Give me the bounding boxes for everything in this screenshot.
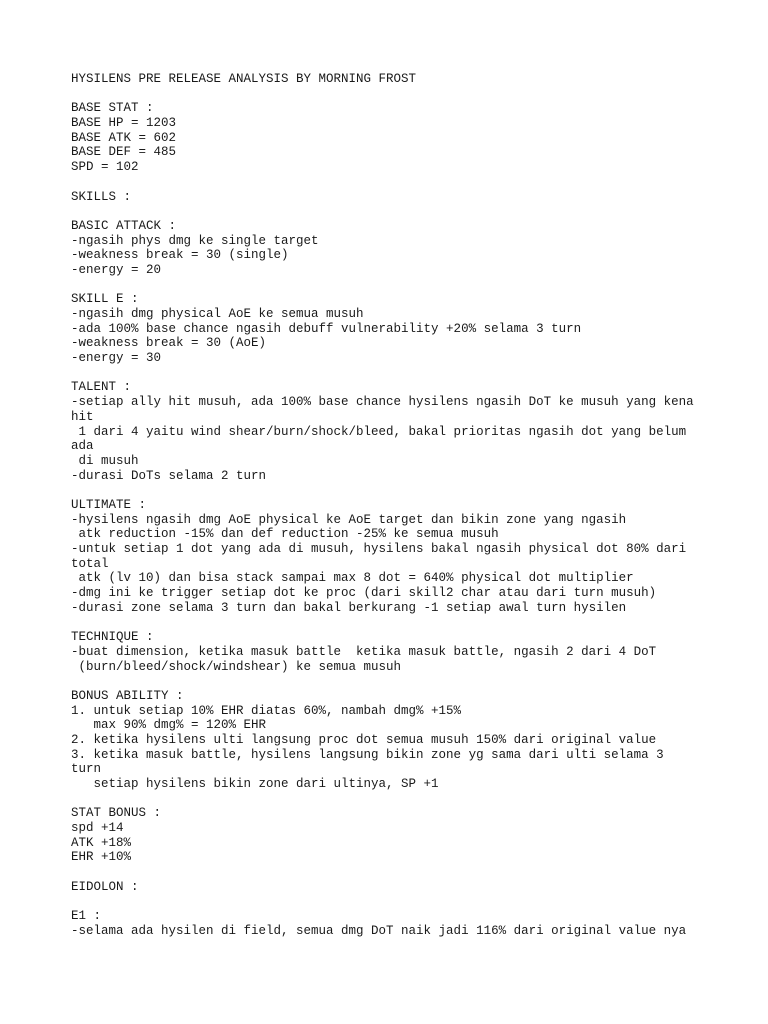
text-line (71, 366, 751, 381)
text-line: (burn/bleed/shock/windshear) ke semua musuh (71, 659, 402, 674)
text-line: -energy = 20 (71, 262, 162, 277)
text-line: HYSILENS PRE RELEASE ANALYSIS BY MORNING FROST (71, 72, 417, 86)
text-line: 2. ketika hysilens ulti langsung proc dot semua musuh 150% dari original value (71, 732, 657, 747)
text-line: -ada 100% base chance ngasih debuff vulnerability +20% selama 3 turn (71, 321, 582, 336)
text-line: -selama ada hysilen di field, semua dmg DoT naik jadi 116% dari original value nya (71, 923, 687, 938)
text-line: BASE STAT : (71, 101, 154, 116)
text-line: BASE ATK = 602 (71, 130, 177, 145)
text-line (71, 615, 751, 630)
text-line: ULTIMATE : (71, 497, 147, 512)
text-line (71, 674, 751, 689)
text-line (71, 792, 751, 807)
text-line: -weakness break = 30 (AoE) (71, 336, 267, 351)
text-line: -durasi DoTs selama 2 turn (71, 468, 267, 483)
text-line (71, 175, 751, 190)
text-line: BONUS ABILITY : (71, 688, 184, 703)
text-line (71, 204, 751, 219)
text-line: -untuk setiap 1 dot yang ada di musuh, hysilens bakal ngasih physical dot 80% dari (71, 542, 687, 556)
text-line: turn (71, 762, 102, 777)
text-line (71, 865, 751, 880)
text-line: spd +14 (71, 821, 124, 836)
text-line: atk reduction -15% dan def reduction -25% ke semua musuh (71, 527, 499, 542)
text-line: ada (71, 439, 94, 454)
text-line: E1 : (71, 909, 102, 924)
text-line: 3. ketika masuk battle, hysilens langsung bikin zone yg sama dari ulti selama 3 (71, 747, 664, 762)
text-line: EHR +10% (71, 850, 132, 865)
text-line (71, 278, 751, 293)
text-line: -dmg ini ke trigger setiap dot ke proc (dari skill2 char atau dari turn musuh) (71, 586, 657, 601)
text-line: SPD = 102 (71, 160, 139, 175)
text-line: total (71, 556, 109, 571)
text-line: SKILL E : (71, 292, 139, 307)
text-line: BASE HP = 1203 (71, 116, 177, 131)
text-line: TECHNIQUE : (71, 630, 154, 645)
text-line: -ngasih dmg physical AoE ke semua musuh (71, 307, 364, 321)
text-line: 1. untuk setiap 10% EHR diatas 60%, nambah dmg% +15% (71, 703, 462, 718)
text-line: atk (lv 10) dan bisa stack sampai max 8 dot = 640% physical dot multiplier (71, 571, 634, 586)
document-page (71, 72, 751, 939)
text-line: -weakness break = 30 (single) (71, 248, 289, 263)
text-line (71, 87, 751, 102)
text-line: -hysilens ngasih dmg AoE physical ke AoE target dan bikin zone yang ngasih (71, 512, 627, 527)
text-line: -buat dimension, ketika masuk battle ketika masuk battle, ngasih 2 dari 4 DoT (71, 644, 657, 659)
text-line: -setiap ally hit musuh, ada 100% base chance hysilens ngasih DoT ke musuh yang kena (71, 395, 694, 410)
text-line: EIDOLON : (71, 879, 139, 894)
text-line: BASE DEF = 485 (71, 145, 177, 160)
text-line: -energy = 30 (71, 351, 162, 366)
text-line: di musuh (71, 453, 139, 468)
text-line: STAT BONUS : (71, 806, 162, 821)
text-line: setiap hysilens bikin zone dari ultinya, SP +1 (71, 777, 439, 791)
text-line: BASIC ATTACK : (71, 218, 177, 233)
text-line: SKILLS : (71, 189, 132, 204)
text-line: TALENT : (71, 380, 132, 395)
text-line: -ngasih phys dmg ke single target (71, 233, 319, 248)
text-line: 1 dari 4 yaitu wind shear/burn/shock/bleed, bakal prioritas ngasih dot yang belum (71, 424, 687, 439)
text-line (71, 483, 751, 498)
text-line (71, 895, 751, 910)
text-line: hit (71, 409, 94, 424)
text-line: max 90% dmg% = 120% EHR (71, 718, 267, 733)
text-line: -durasi zone selama 3 turn dan bakal berkurang -1 setiap awal turn hysilen (71, 600, 627, 615)
text-line: ATK +18% (71, 835, 132, 850)
